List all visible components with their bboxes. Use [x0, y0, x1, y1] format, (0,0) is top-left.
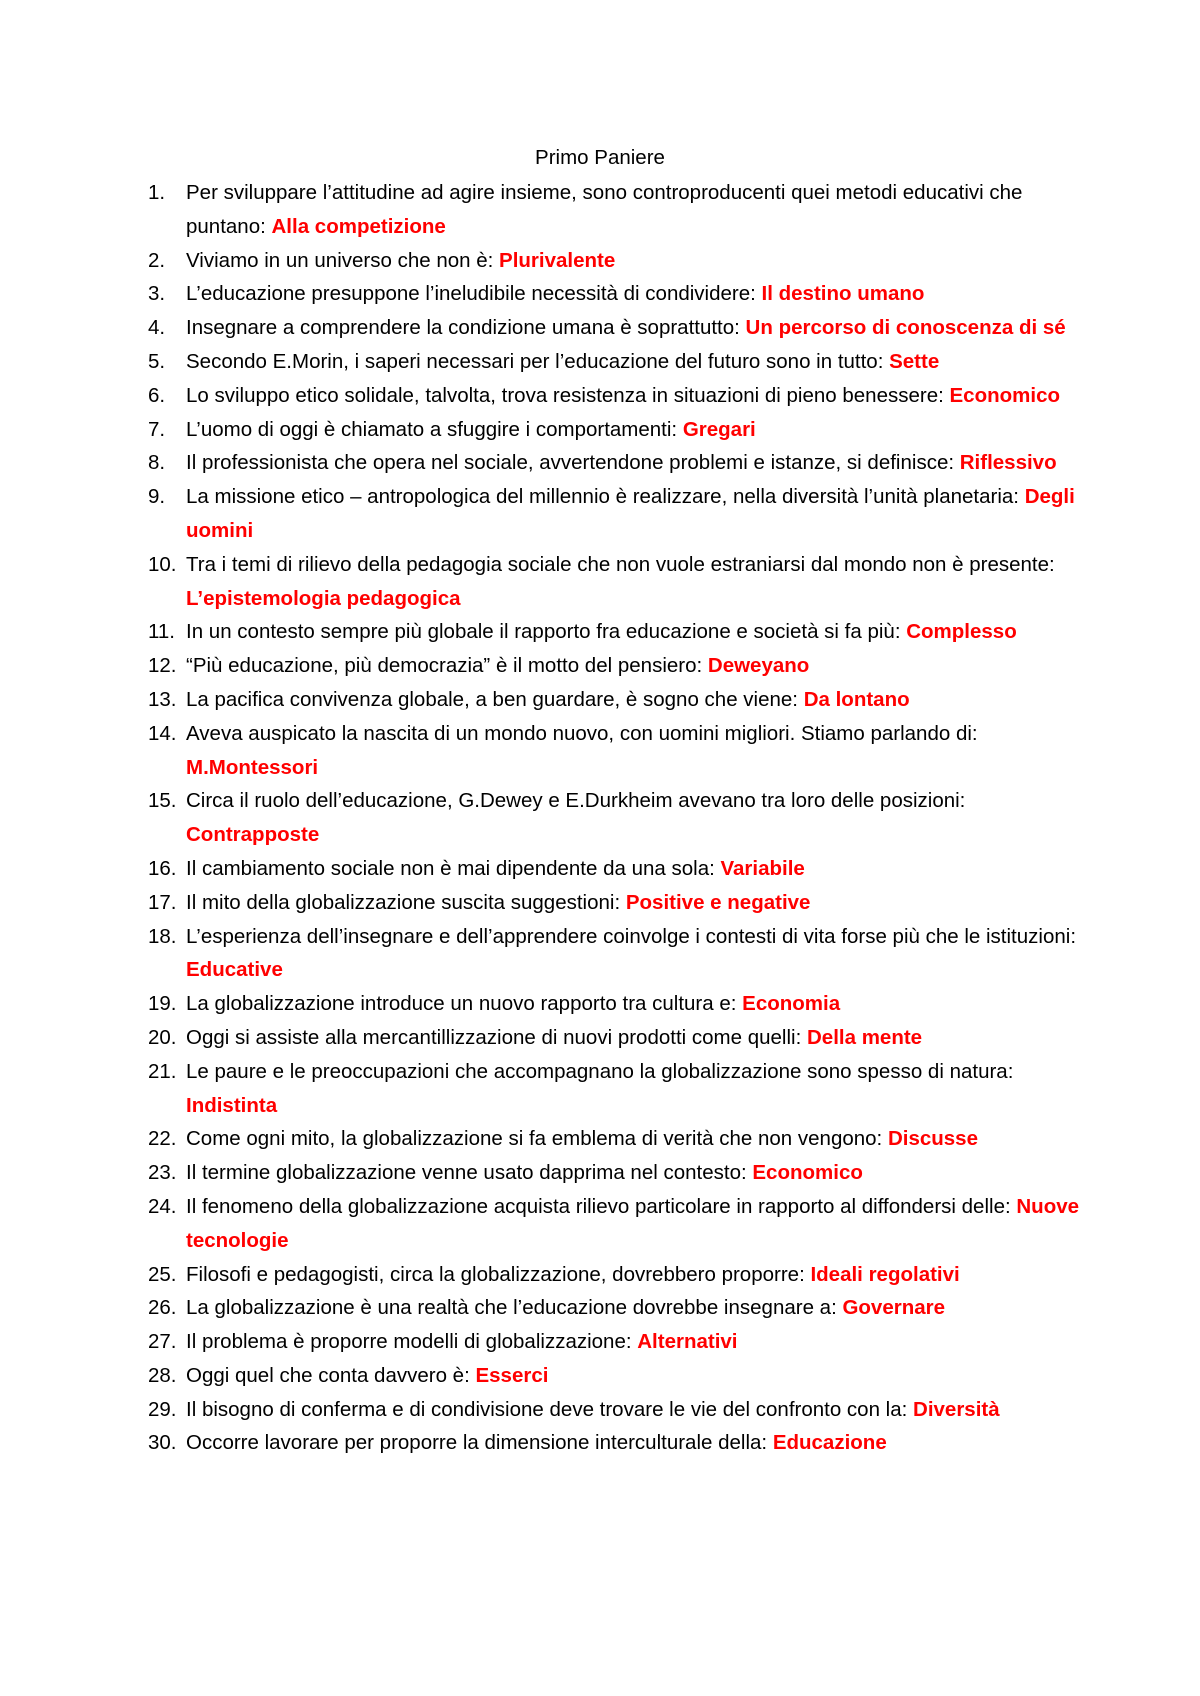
answer-text: Positive e negative: [625, 890, 811, 914]
question-item: [148, 886, 1083, 920]
question-number: 1.: [148, 181, 166, 204]
question-item: [148, 176, 1083, 244]
question-number: 2.: [148, 248, 166, 272]
answer-text: Educazione: [772, 1431, 887, 1455]
answer-text: Plurivalente: [499, 248, 616, 272]
question-item: [148, 852, 1083, 886]
answer-text: Variabile: [720, 856, 805, 880]
question-number: 29.: [148, 1397, 177, 1421]
question-number: 20.: [148, 1025, 177, 1049]
question-text: Circa il ruolo dell’educazione, G.Dewey e E.Durkheim avevano tra loro delle posizioni:: [186, 789, 966, 813]
answer-text: Esserci: [475, 1363, 549, 1387]
answer-text: Economico: [949, 383, 1060, 407]
question-item: [148, 784, 1083, 852]
answer-text: Un percorso di conoscenza di sé: [745, 316, 1066, 340]
question-item: [148, 1359, 1083, 1393]
question-item: [148, 1055, 1083, 1123]
answer-text: Discusse: [887, 1127, 978, 1151]
question-number: 9.: [148, 485, 166, 509]
question-number: 26.: [148, 1296, 177, 1320]
question-item: [148, 649, 1083, 683]
question-text: Oggi quel che conta davvero è:: [186, 1363, 476, 1387]
question-text: L’uomo di oggi è chiamato a sfuggire i comportamenti:: [186, 417, 683, 441]
answer-text: Diversità: [913, 1397, 1000, 1421]
question-number: 15.: [148, 789, 177, 813]
question-number: 23.: [148, 1161, 177, 1185]
question-text: L’educazione presuppone l’ineludibile necessità di condividere:: [186, 282, 762, 306]
question-number: 17.: [148, 890, 177, 914]
question-item: [148, 345, 1083, 379]
question-number: 27.: [148, 1330, 177, 1354]
question-text: Tra i temi di rilievo della pedagogia sociale che non vuole estraniarsi dal mondo non è presente:: [186, 552, 1055, 576]
question-number: 8.: [148, 451, 166, 475]
answer-text: Degli uomini: [186, 485, 1075, 542]
question-item: [148, 244, 1083, 278]
question-item: [148, 920, 1083, 988]
answer-text: Da lontano: [803, 687, 910, 711]
question-text: L’esperienza dell’insegnare e dell’apprendere coinvolge i contesti di vita forse più che le istituzioni:: [186, 924, 1077, 948]
answer-text: Governare: [842, 1296, 946, 1320]
question-number: 6.: [148, 383, 166, 407]
question-item: [148, 379, 1083, 413]
answer-text: Educative: [186, 958, 283, 982]
question-item: [148, 1190, 1083, 1258]
question-number: 25.: [148, 1262, 177, 1286]
answer-text: Contrapposte: [186, 823, 320, 847]
question-text: Insegnare a comprendere la condizione umana è soprattutto:: [186, 316, 746, 340]
answer-text: Alternativi: [637, 1330, 738, 1354]
question-text: La globalizzazione introduce un nuovo rapporto tra cultura e:: [186, 992, 743, 1016]
question-number: 22.: [148, 1127, 177, 1151]
answer-text: Ideali regolativi: [810, 1262, 960, 1286]
question-text: Le paure e le preoccupazioni che accompagnano la globalizzazione sono spesso di natura:: [186, 1059, 1014, 1083]
question-text: La missione etico – antropologica del millennio è realizzare, nella diversità l’unità planetaria:: [186, 485, 1025, 509]
question-text: Il mito della globalizzazione suscita suggestioni:: [186, 890, 626, 914]
question-number: 3.: [148, 282, 166, 306]
question-item: [148, 1393, 1083, 1427]
answer-text: Riflessivo: [959, 451, 1057, 475]
answer-text: Il destino umano: [761, 282, 925, 306]
question-text: Il problema è proporre modelli di globalizzazione:: [186, 1330, 638, 1354]
answer-text: Complesso: [906, 620, 1017, 644]
question-text: Come ogni mito, la globalizzazione si fa emblema di verità che non vengono:: [186, 1127, 888, 1151]
question-item: [148, 1325, 1083, 1359]
question-text: Per sviluppare l’attitudine ad agire insieme, sono controproducenti quei metodi educativi che puntano:: [186, 181, 1023, 238]
answer-text: Nuove tecnologie: [186, 1194, 1080, 1252]
answer-text: L’epistemologia pedagogica: [186, 586, 461, 610]
answer-text: Deweyano: [707, 654, 810, 678]
question-number: 24.: [148, 1194, 177, 1218]
question-number: 18.: [148, 924, 177, 948]
question-number: 4.: [148, 316, 166, 340]
question-text: Il cambiamento sociale non è mai dipendente da una sola:: [186, 856, 721, 880]
question-number: 5.: [148, 349, 166, 373]
question-text: La pacifica convivenza globale, a ben guardare, è sogno che viene:: [186, 687, 804, 711]
question-item: [148, 413, 1083, 447]
question-item: [148, 277, 1083, 311]
question-number: 16.: [148, 856, 177, 880]
question-text: Filosofi e pedagogisti, circa la globalizzazione, dovrebbero proporre:: [186, 1262, 811, 1286]
question-text: Il bisogno di conferma e di condivisione deve trovare le vie del confronto con la:: [186, 1397, 914, 1421]
question-item: [148, 987, 1083, 1021]
question-item: [148, 1156, 1083, 1190]
question-text: “Più educazione, più democrazia” è il motto del pensiero:: [186, 654, 708, 678]
answer-text: M.Montessori: [186, 755, 319, 779]
question-item: [148, 1258, 1083, 1292]
question-item: [148, 1122, 1083, 1156]
question-text: La globalizzazione è una realtà che l’educazione dovrebbe insegnare a:: [186, 1296, 843, 1320]
question-number: 12.: [148, 654, 177, 678]
question-number: 28.: [148, 1363, 177, 1387]
question-number: 7.: [148, 417, 166, 441]
question-list: [148, 176, 1083, 1460]
question-text: Aveva auspicato la nascita di un mondo nuovo, con uomini migliori. Stiamo parlando di:: [186, 721, 978, 745]
question-item: [148, 717, 1083, 785]
question-text: Occorre lavorare per proporre la dimensione interculturale della:: [186, 1431, 773, 1455]
question-item: [148, 548, 1083, 616]
question-item: [148, 1021, 1083, 1055]
question-text: Il termine globalizzazione venne usato dapprima nel contesto:: [186, 1161, 753, 1185]
answer-text: Gregari: [682, 417, 756, 441]
question-text: Viviamo in un universo che non è:: [186, 248, 500, 272]
answer-text: Sette: [889, 349, 940, 373]
question-text: Secondo E.Morin, i saperi necessari per l’educazione del futuro sono in tutto:: [186, 349, 890, 373]
question-item: [148, 1426, 1083, 1460]
page-title: Primo Paniere: [535, 146, 665, 169]
question-number: 19.: [148, 992, 177, 1016]
answer-text: Indistinta: [186, 1093, 278, 1117]
question-number: 11.: [148, 620, 175, 644]
answer-text: Economia: [742, 992, 841, 1016]
question-text: Oggi si assiste alla mercantillizzazione di nuovi prodotti come quelli:: [186, 1025, 807, 1049]
question-text: Il fenomeno della globalizzazione acquista rilievo particolare in rapporto al diffondersi delle:: [186, 1194, 1017, 1218]
answer-text: Alla competizione: [271, 214, 446, 238]
question-text: Il professionista che opera nel sociale, avvertendone problemi e istanze, si definisce:: [186, 451, 960, 475]
question-item: [148, 446, 1083, 480]
question-number: 30.: [148, 1431, 177, 1455]
question-number: 10.: [148, 552, 177, 576]
question-item: [148, 311, 1083, 345]
question-item: [148, 615, 1083, 649]
question-text: In un contesto sempre più globale il rapporto fra educazione e società si fa più:: [186, 620, 907, 644]
answer-text: Della mente: [807, 1025, 923, 1049]
answer-text: Economico: [752, 1161, 863, 1185]
question-number: 13.: [148, 687, 177, 711]
question-item: [148, 480, 1083, 548]
question-number: 14.: [148, 721, 177, 745]
question-item: [148, 683, 1083, 717]
question-number: 21.: [148, 1059, 177, 1083]
question-text: Lo sviluppo etico solidale, talvolta, trova resistenza in situazioni di pieno benessere:: [186, 383, 950, 407]
question-item: [148, 1291, 1083, 1325]
